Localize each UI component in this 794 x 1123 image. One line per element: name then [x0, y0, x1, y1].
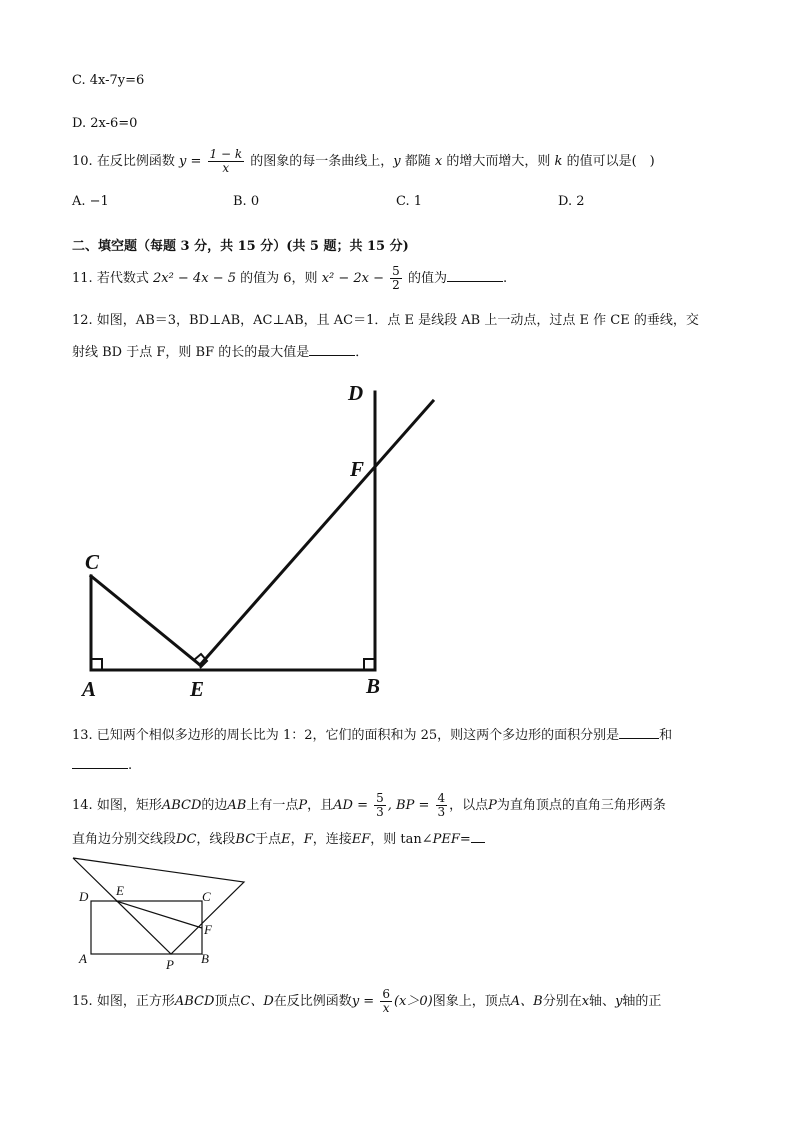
- question-15: [72, 988, 661, 1015]
- q12-label-e: E: [190, 677, 205, 701]
- q14-bp-denominator: 3: [437, 805, 446, 819]
- q14-ad: AD =: [333, 798, 368, 813]
- q14-text-mid2: 上有一点: [246, 798, 299, 813]
- q14-fraction-ad: [374, 792, 386, 819]
- q11-number: 11.: [72, 271, 93, 286]
- q10-option-a: A. −1: [72, 194, 109, 209]
- q11-text-mid: 的值为 6，则: [240, 271, 318, 286]
- q10-frac-numerator: 1 − k: [209, 147, 243, 161]
- q15-number: 15.: [72, 994, 93, 1009]
- q14-label-c: C: [202, 889, 211, 904]
- q13-and: 和: [659, 728, 673, 743]
- q14-fraction-bp: [436, 792, 448, 819]
- q14-rect-name: ABCD: [161, 798, 202, 813]
- question-13-line2: [72, 756, 132, 773]
- q14-text-mid4: ，以点: [449, 798, 489, 813]
- q15-yaxis: y: [615, 994, 623, 1009]
- q10-text-mid2: 都随: [404, 154, 431, 169]
- q14-label-f: F: [204, 922, 212, 937]
- question-11: [72, 265, 507, 292]
- q14-label-d: D: [79, 889, 89, 904]
- q13-text: 13. 已知两个相似多边形的周长比为 1：2，它们的面积和为 25，则这两个多边形的面积分别是: [72, 728, 620, 743]
- q15-text-mid5: 轴、: [589, 994, 616, 1009]
- q10-fraction: [208, 148, 245, 175]
- q15-text-mid2: 在反比例函数: [273, 994, 352, 1009]
- q11-expr2: x² − 2x −: [321, 271, 385, 286]
- q12-line2-text: 射线 BD 于点 F，则 BF 的长的最大值是: [72, 345, 310, 360]
- q13-period: .: [128, 758, 133, 773]
- q15-square: ABCD: [174, 994, 215, 1009]
- q14-line1-end: 为直角顶点的直角三角形两条: [496, 798, 666, 813]
- q14-text-mid1: 的边: [201, 798, 228, 813]
- q14-f: F: [303, 832, 313, 847]
- q10-text-end: 的值可以是( ): [566, 154, 655, 169]
- question-12-line1: 12. 如图，AB＝3，BD⊥AB，AC⊥AB，且 AC＝1．点 E 是线段 AB 上一动点，过点 E 作 CE 的垂线，交: [72, 313, 699, 328]
- question-13-line1: [72, 724, 672, 743]
- question-14-line1: [72, 792, 666, 819]
- q13-answer-blank-1[interactable]: [619, 726, 659, 739]
- q14-number: 14.: [72, 798, 93, 813]
- q10-text-pre: 在反比例函数: [96, 154, 175, 169]
- q12-label-b: B: [366, 674, 381, 698]
- q14-rectangle-abcd: [91, 901, 202, 954]
- q15-ab: A、B: [510, 994, 543, 1009]
- q14-line2-b: ，线段: [196, 832, 236, 847]
- q15-condition: (x＞0): [393, 994, 433, 1009]
- q11-answer-blank[interactable]: [447, 269, 503, 282]
- q14-line2-a: 直角边分别交线段: [72, 832, 177, 847]
- q11-expr1: 2x² − 4x − 5: [152, 271, 236, 286]
- option-d-prev: D. 2x-6=0: [72, 116, 138, 131]
- q12-period: ．: [355, 345, 369, 360]
- q14-label-p: P: [166, 957, 174, 972]
- q12-segment-ce: [91, 576, 200, 665]
- q14-side: AB: [227, 798, 247, 813]
- q10-option-b: B. 0: [233, 194, 260, 209]
- q14-text-pre: 如图，矩形: [96, 798, 162, 813]
- q14-eq: =: [459, 832, 471, 847]
- q12-label-d: D: [348, 381, 364, 405]
- q13-answer-blank-2[interactable]: [72, 756, 128, 769]
- q10-yvar: y: [393, 154, 401, 169]
- q11-frac-denominator: 2: [392, 278, 400, 292]
- q10-text-mid3: 的增大而增大，则: [446, 154, 551, 169]
- q14-label-a: A: [79, 951, 87, 966]
- q14-bp: , BP =: [387, 798, 430, 813]
- q14-ef: EF: [351, 832, 371, 847]
- q15-y-eq: y =: [351, 994, 375, 1009]
- q14-bp-numerator: 4: [437, 791, 446, 805]
- q14-bc: BC: [235, 832, 256, 847]
- q10-frac-denominator: x: [222, 161, 230, 175]
- q14-line2-d: ，连接: [312, 832, 352, 847]
- q12-answer-blank[interactable]: [309, 343, 355, 356]
- q11-text-end: 的值为: [407, 271, 447, 286]
- question-14-line2: [72, 828, 485, 847]
- q15-frac-denominator: x: [382, 1001, 390, 1015]
- q15-fraction: [380, 988, 392, 1015]
- q14-point-p: P: [298, 798, 308, 813]
- q12-right-angle-a: [91, 659, 102, 670]
- q14-right-triangle: [73, 858, 244, 954]
- q14-angle: ∠PEF: [421, 832, 460, 847]
- q12-right-angle-e: [194, 654, 207, 668]
- q10-y-eq: y =: [178, 154, 202, 169]
- section-title: 二、填空题（每题 3 分，共 15 分）(共 5 题；共 15 分): [72, 239, 409, 254]
- q14-dc: DC: [176, 832, 197, 847]
- q10-text-mid: 的图象的每一条曲线上，: [250, 154, 394, 169]
- q11-period: .: [502, 271, 508, 286]
- q14-ad-denominator: 3: [376, 805, 384, 819]
- q15-x: x: [581, 994, 590, 1009]
- q15-text-mid1: 顶点: [214, 994, 241, 1009]
- q12-line-ef: [200, 401, 433, 665]
- q10-option-c: C. 1: [396, 194, 423, 209]
- q14-label-e: E: [116, 883, 124, 898]
- q15-text-mid3: 图象上，顶点: [432, 994, 511, 1009]
- q15-frac-numerator: 6: [382, 987, 390, 1001]
- q11-fraction: [390, 265, 402, 292]
- q12-label-c: C: [85, 550, 100, 574]
- q12-label-a: A: [82, 677, 97, 701]
- q14-ad-numerator: 5: [376, 791, 384, 805]
- q14-line2-c: 于点: [255, 832, 282, 847]
- q15-cd: C、D: [240, 994, 274, 1009]
- q14-line2-e: ，则 tan: [370, 832, 422, 847]
- q15-text-end: 轴的正: [622, 994, 662, 1009]
- q12-label-f: F: [350, 457, 365, 481]
- q15-text-pre: 如图，正方形: [96, 994, 175, 1009]
- q14-text-mid3: ，且: [307, 798, 334, 813]
- q10-kvar: k: [554, 154, 563, 169]
- q14-label-b: B: [201, 951, 209, 966]
- q11-text-pre: 若代数式: [96, 271, 149, 286]
- q10-number: 10.: [72, 154, 93, 169]
- q14-segment-ef: [116, 901, 202, 928]
- q15-text-mid4: 分别在: [542, 994, 582, 1009]
- q10-xvar: x: [434, 154, 443, 169]
- q14-e: E: [281, 832, 291, 847]
- q14-answer-blank[interactable]: [471, 830, 485, 843]
- q10-option-d: D. 2: [558, 194, 585, 209]
- q11-frac-numerator: 5: [392, 264, 400, 278]
- question-10: [72, 148, 655, 175]
- q14-comma: ，: [290, 832, 304, 847]
- q14-point-p2: P: [488, 798, 497, 813]
- option-c-prev: C. 4x-7y=6: [72, 73, 145, 88]
- question-12-line2: [72, 341, 368, 360]
- q12-right-angle-b: [364, 659, 375, 670]
